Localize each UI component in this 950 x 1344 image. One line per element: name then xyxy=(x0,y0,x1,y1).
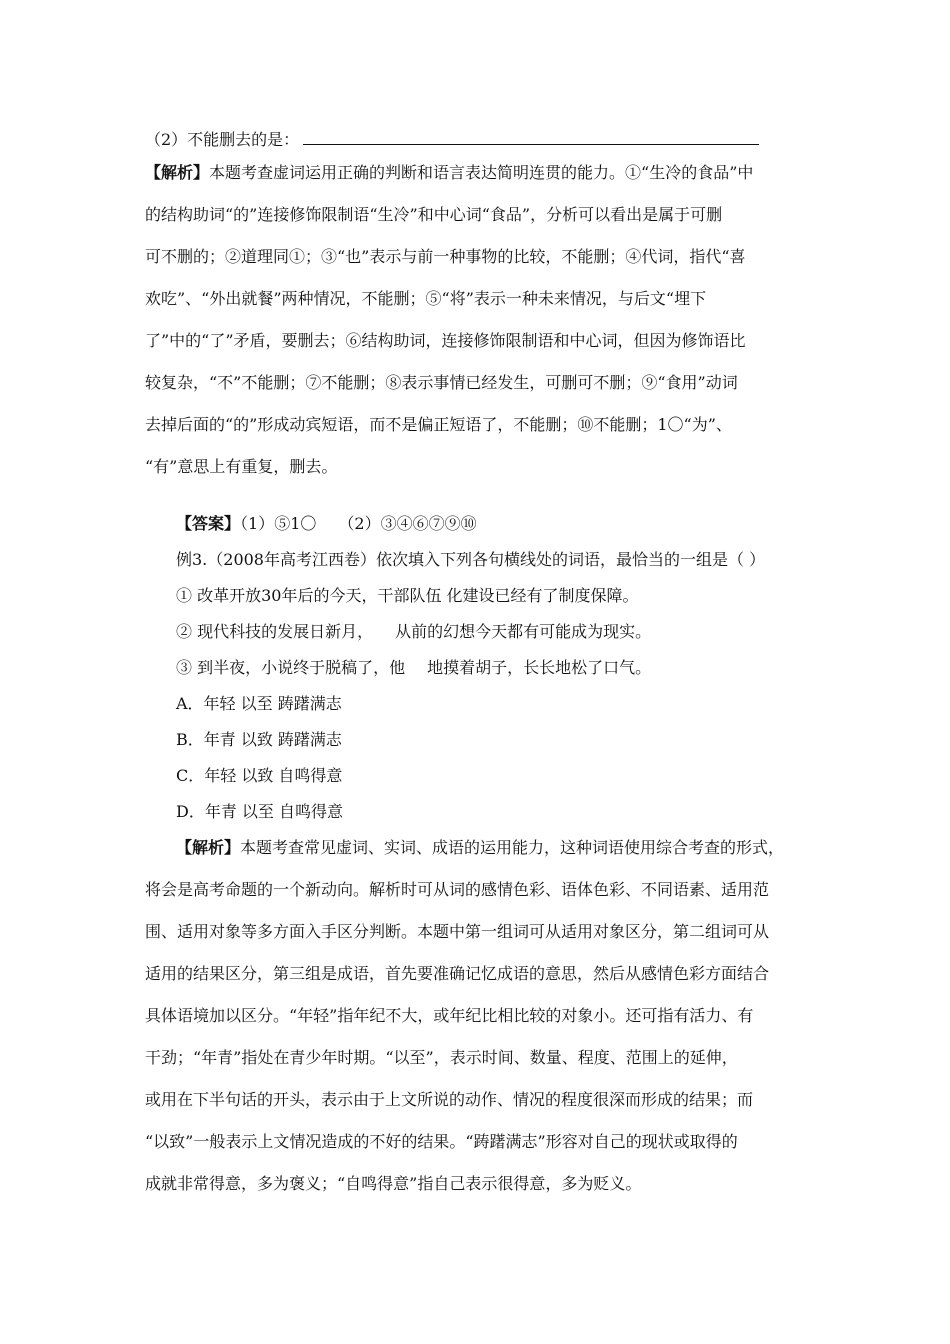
analysis2-line: 围、适用对象等多方面入手区分判断。本题中第一组词可从适用对象区分，第二组词可从 xyxy=(145,922,770,941)
analysis1-line: 可不删的；②道理同①；③“也”表示与前一种事物的比较，不能删；④代词，指代“喜 xyxy=(145,247,746,266)
sentence-lead: ③ 到半夜，小说终于脱稿了，他 xyxy=(176,658,406,677)
analysis-text: 本题考查虚词运用正确的判断和语言表达简明连贯的能力。①“生冷的食品”中 xyxy=(209,163,754,182)
analysis1-line: 欢吃”、“外出就餐”两种情况，不能删；⑤“将”表示一种未来情况，与后文“埋下 xyxy=(145,289,707,308)
analysis2-line: 干劲；“年青”指处在青少年时期。“以至”，表示时间、数量、程度、范围上的延伸， xyxy=(145,1048,738,1067)
analysis1-line: 的结构助词“的”连接修饰限制语“生冷”和中心词“食品”，分析可以看出是属于可删 xyxy=(145,205,723,224)
sentence-tail: 化建设已经有了制度保障。 xyxy=(446,586,639,605)
sentence-lead: ① 改革开放30年后的今天，干部队伍 xyxy=(176,586,442,605)
analysis2-line: 将会是高考命题的一个新动向。解析时可从词的感情色彩、语体色彩、不同语素、适用范 xyxy=(145,880,770,899)
answer-part1: （1）⑤1〇 xyxy=(240,514,317,533)
sentence-tail: 从前的幻想今天都有可能成为现实。 xyxy=(395,622,652,641)
analysis1-line: 较复杂，“不”不能删；⑦不能删；⑧表示事情已经发生，可删可不删；⑨“食用”动词 xyxy=(145,373,738,392)
answer-line xyxy=(176,514,477,534)
answer-part2: （2）③④⑥⑦⑨⑩ xyxy=(338,514,477,533)
sentence-lead: ② 现代科技的发展日新月， xyxy=(176,622,374,641)
option-b: B．年青 以致 踌躇满志 xyxy=(176,730,342,749)
analysis-text: 本题考查常见虚词、实词、成语的运用能力，这种词语使用综合考查的形式， xyxy=(240,838,785,857)
sentence-tail: 地摸着胡子，长长地松了口气。 xyxy=(427,658,652,677)
analysis2-line: 成就非常得意，多为褒义；“自鸣得意”指自己表示很得意，多为贬义。 xyxy=(145,1174,642,1193)
example3-sentence xyxy=(176,658,651,678)
option-a: A．年轻 以至 踌躇满志 xyxy=(176,694,342,713)
answer-blank xyxy=(303,130,759,145)
analysis1-line: 了”中的“了”矛盾，要删去；⑥结构助词，连接修饰限制语和中心词，但因为修饰语比 xyxy=(145,331,746,350)
analysis1-line: 去掉后面的“的”形成动宾短语，而不是偏正短语了，不能删；⑩不能删；1〇“为”、 xyxy=(145,415,732,434)
example3-sentence xyxy=(176,622,651,642)
analysis2-line: 适用的结果区分，第三组是成语，首先要准确记忆成语的意思，然后从感情色彩方面结合 xyxy=(145,964,770,983)
analysis-tag: 【解析】 xyxy=(145,163,210,182)
example3-title: 例3.（2008年高考江西卷）依次填入下列各句横线处的词语，最恰当的一组是（ ） xyxy=(176,550,766,569)
question-2-line xyxy=(145,130,759,150)
option-d: D．年青 以至 自鸣得意 xyxy=(176,802,344,821)
answer-tag: 【答案】 xyxy=(176,514,241,533)
analysis1-line: “有”意思上有重复，删去。 xyxy=(145,457,338,476)
question-2-label: （2）不能删去的是： xyxy=(145,130,300,149)
analysis-tag: 【解析】 xyxy=(176,838,241,857)
analysis2-line xyxy=(176,838,784,858)
analysis1-line xyxy=(145,163,753,183)
analysis2-line: 具体语境加以区分。“年轻”指年纪不大，或年纪比相比较的对象小。还可指有活力、有 xyxy=(145,1006,754,1025)
analysis2-line: 或用在下半句话的开头，表示由于上文所说的动作、情况的程度很深而形成的结果；而 xyxy=(145,1090,754,1109)
analysis2-line: “以致”一般表示上文情况造成的不好的结果。“踌躇满志”形容对自己的现状或取得的 xyxy=(145,1132,738,1151)
option-c: C．年轻 以致 自鸣得意 xyxy=(176,766,343,785)
example3-sentence xyxy=(176,586,639,606)
